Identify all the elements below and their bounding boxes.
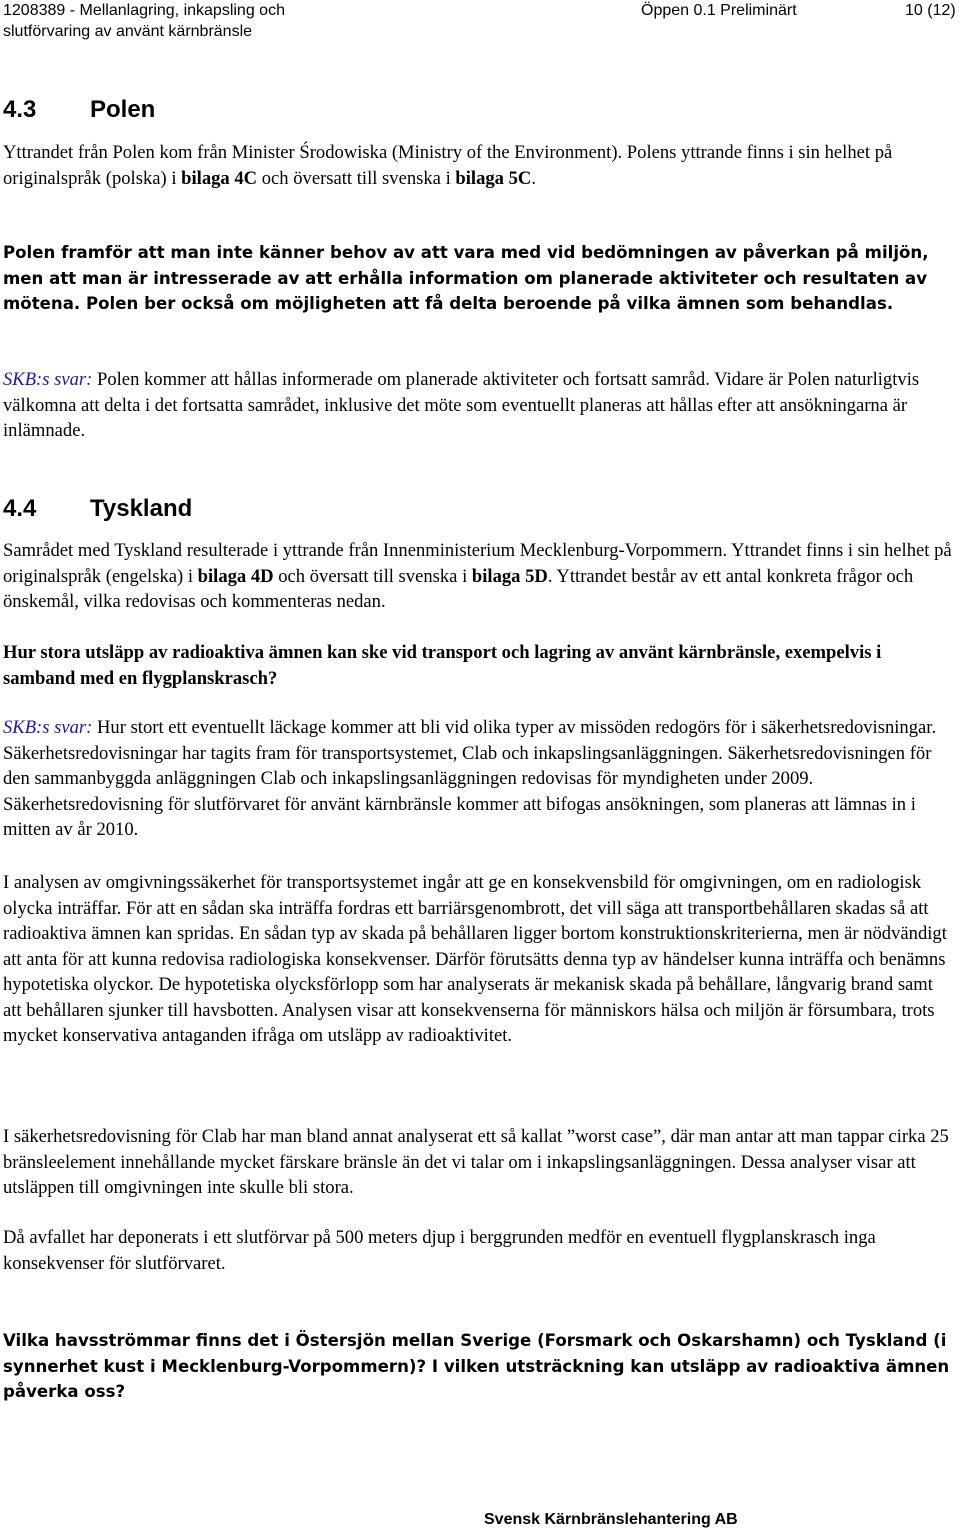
text-run: . Yttrandet består av ett antal konkreta frågor och önskemål, vilka redovisas och kommenteras nedan. xyxy=(3,565,914,612)
paragraph-clab: I säkerhetsredovisning för Clab har man bland annat analyserat ett så kallat ”worst case”, där man antar att man tappar cirka 25 bränsleelement innehållande mycket färskare bränsle än det vi talar om i inkapslingsanläggningen. Dessa analyser visar att utsläppen till omgivningen inte skulle bli stora. xyxy=(3,1126,949,1198)
text-run: och översatt till svenska i xyxy=(257,167,456,189)
header-doc-line2: slutförvaring av använt kärnbränsle xyxy=(3,23,253,40)
answer-text: Hur stort ett eventuellt läckage kommer att bli vid olika typer av missöden redogörs för i säkerhetsredovisningar. Säkerhetsredovisningar har tagits fram för transportsystemet, Clab och inkapslingsanläggningen. Säkerhetsredovisningen för den sammanbyggda anläggningen Clab och inkapslingsanläggningen redovisas för myndigheten under 2009. Säkerhetsredovisning för slutförvaret för använt kärnbränsle kommer att bifogas ansökningen, som planeras att lämnas in i mitten av år 2010. xyxy=(3,717,937,840)
text-run: och översatt till svenska i xyxy=(273,565,472,587)
header-status: Öppen 0.1 Preliminärt xyxy=(641,2,797,19)
footer-company: Svensk Kärnbränslehantering AB xyxy=(484,1511,738,1528)
paragraph-polen-intro xyxy=(3,140,955,191)
text-run: Samrådet med Tyskland resulterade i yttrande från Innenministerium Mecklenburg-Vorpommern. Yttrandet finns i sin helhet på originalspråk (engelska) i xyxy=(3,540,952,587)
question-tyskland-1: Hur stora utsläpp av radioaktiva ämnen kan ske vid transport och lagring av använt kärnbränsle, exempelvis i samband med en flygplanskrasch? xyxy=(3,642,882,689)
answer-label: SKB:s svar: xyxy=(3,717,93,738)
paragraph-omgivningssakerhet: I analysen av omgivningssäkerhet för transportsystemet ingår att ge en konsekvensbild för omgivningen, om en radiologisk olycka inträffar. För att en sådan ska inträffa fordras ett barriärsgenombrott, det vill säga att transportbehållaren skadas så att radioaktiva ämnen kan spridas. En sådan typ av skada på behållaren ligger bortom konstruktionskriterierna, men är nödvändigt att anta för att kunna redovisa radiologiska konsekvenser. Därför förutsätts denna typ av händelser kunna inträffa och benämns hypotetiska olyckor. De hypotetiska olycksförlopp som har analyserats är mekanisk skada på behållare, långvarig brand samt att behållaren sjunker till havsbotten. Analysen visar att konsekvenserna för människors hälsa och miljön är försumbara, trots mycket konservativa antaganden ifråga om utsläpp av radioaktivitet. xyxy=(3,872,947,1046)
section-heading-tyskland xyxy=(3,495,192,523)
section-title: Polen xyxy=(90,96,156,123)
section-heading-polen xyxy=(3,96,155,124)
question-tyskland-2: Vilka havsströmmar finns det i Östersjön mellan Sverige (Forsmark och Oskarshamn) och Tyskland (i synnerhet kust i Mecklenburg-Vorpommern)? I vilken utsträckning kan utsläpp av radioaktiva ämnen påverka oss? xyxy=(3,1331,950,1401)
header-page-number: 10 (12) xyxy=(905,2,956,19)
paragraph-slutforvar: Då avfallet har deponerats i ett slutförvar på 500 meters djup i berggrunden medför en eventuell flygplanskrasch inga konsekvenser för slutförvaret. xyxy=(3,1227,876,1274)
section-title: Tyskland xyxy=(90,495,193,522)
appendix-ref: bilaga 4C xyxy=(181,167,258,189)
text-run: Yttrandet från Polen kom från Minister Środowiska (Ministry of the Environment). Polens yttrande finns i sin helhet på originalspråk (polska) i xyxy=(3,142,893,189)
question-polen: Polen framför att man inte känner behov av att vara med vid bedömningen av påverkan på miljön, men att man är intresserade av att erhålla information om planerade aktiviteter och resultaten av mötena. Polen ber också om möjligheten att få delta beroende på vilka ämnen som behandlas. xyxy=(3,243,929,313)
answer-tyskland-1 xyxy=(3,715,955,843)
answer-text: Polen kommer att hållas informerade om planerade aktiviteter och fortsatt samråd. Vidare är Polen naturligtvis välkomna att delta i det fortsatta samrådet, inklusive det möte som eventuellt planeras att hållas efter att ansökningarna är inlämnade. xyxy=(3,369,920,441)
section-number: 4.4 xyxy=(3,495,37,522)
answer-label: SKB:s svar: xyxy=(3,369,93,390)
header-doc-line1: 1208389 - Mellanlagring, inkapsling och xyxy=(3,2,285,19)
appendix-ref: bilaga 5D xyxy=(471,565,548,587)
text-run: . xyxy=(531,167,536,189)
header-document-title xyxy=(3,0,433,42)
appendix-ref: bilaga 4D xyxy=(197,565,274,587)
section-number: 4.3 xyxy=(3,96,37,123)
answer-polen xyxy=(3,367,955,444)
appendix-ref: bilaga 5C xyxy=(455,167,532,189)
paragraph-tyskland-intro xyxy=(3,538,955,615)
